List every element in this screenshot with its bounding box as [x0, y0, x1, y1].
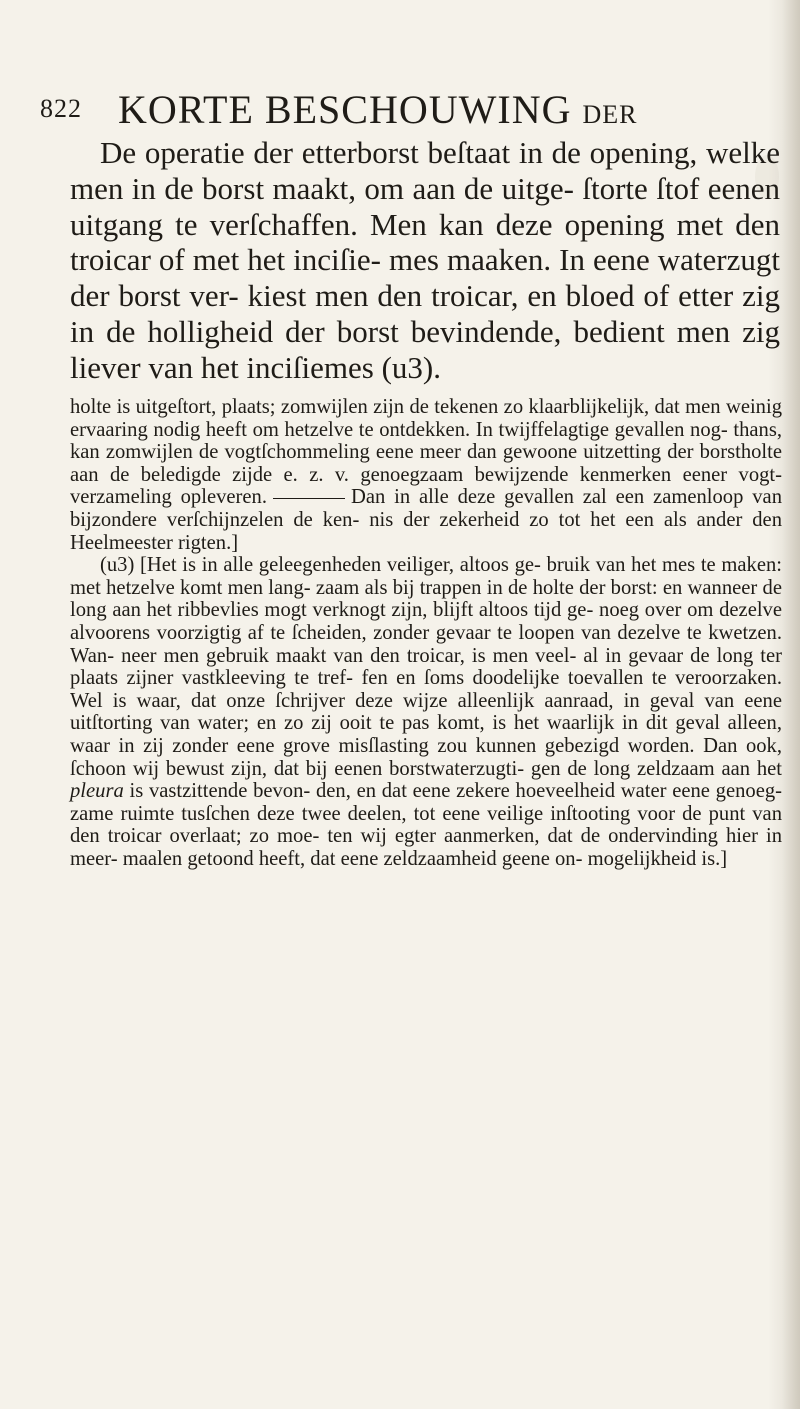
footnote-u3-text-2: is vastzittende bevon- den, en dat eene zekere hoeveelheid water eene genoeg- zame ruimte tusſchen deze twee deelen, tot eene veilige inſtooting voor de punt van den troicar overlaat; zo moe- ten wij egter aanmerken, dat de ondervinding hier in meer- maalen getoond heeft, dat eene zeldzaamheid geene on- mogelijkheid is.] [70, 780, 782, 870]
footnote-u3-text-1: [Het is in alle geleegenheden veiliger, altoos ge- bruik van het mes te maken: met hetzelve komt men lang- zaam als bij trappen in de holte der borst: en wanneer de long aan het ribbevlies mogt verknogt zijn, blijft altoos tijd ge- noeg over om dezelve alvoorens voorzigtig af te ſcheiden, zonder gevaar te loopen van dezelve te kwetzen. Wan- neer men gebruik maakt van den troicar, is men veel- al in gevaar de long ter plaats zijner vastkleeving te tref- fen en ſoms doodelijke toevallen te veroorzaken. Wel is waar, dat onze ſchrijver deze wijze alleenlijk aanraad, in geval van eene uitſtorting van water; en zo zij ooit te pas komt, is het waarlijk in dit geval alleen, waar in zij zonder eene grove misſlasting zou kunnen gebezigd worden. Dan ook, ſchoon wij bewust zijn, dat bij eenen borstwaterzugti- gen de long zeldzaam aan het [70, 554, 782, 780]
running-head-small: DER [582, 100, 638, 129]
footnotes [70, 396, 782, 870]
page-header [40, 86, 740, 132]
page-number: 822 [40, 94, 82, 123]
page-binding-edge [782, 0, 800, 1409]
footnote-continuation-tail: Dan in alle deze gevallen zal een zamenloop van bijzondere verſchijnzelen de ken- nis der zekerheid zo tot het een als ander den Heelmeester rigten.] [70, 486, 782, 554]
footnote-dash [273, 498, 345, 499]
main-paragraph: De operatie der etterborst beſtaat in de opening, welke men in de borst maakt, om aan de uitge- ſtorte ſtof eenen uitgang te verſchaffen. Men kan deze opening met den troicar of met het inciſie- mes maaken. In eene waterzugt der borst ver- kiest men den troicar, en bloed of etter zig in de holligheid der borst bevindende, bedient men zig liever van het inciſiemes (u3). [70, 135, 780, 385]
footnote-u3-label: (u3) [100, 554, 135, 577]
running-head [118, 86, 637, 133]
footnote-continuation-text: holte is uitgeſtort, plaats; zomwijlen zijn de tekenen zo klaarblijkelijk, dat men weinig ervaaring nodig heeft om hetzelve te ontdekken. In twijffelagtige gevallen nog- thans, kan zomwijlen de vogtſchommeling eene meer dan gewoone uitzetting der borstholte aan de beledigde zijde e. z. v. genoegzaam bewijzende kenmerken eener vogt- verzameling opleveren. [70, 396, 782, 509]
footnote-u3-italic: pleura [70, 780, 124, 803]
running-head-title: KORTE BESCHOUWING [118, 87, 572, 132]
footnote-continuation [70, 396, 782, 554]
footnote-u3 [70, 554, 782, 870]
